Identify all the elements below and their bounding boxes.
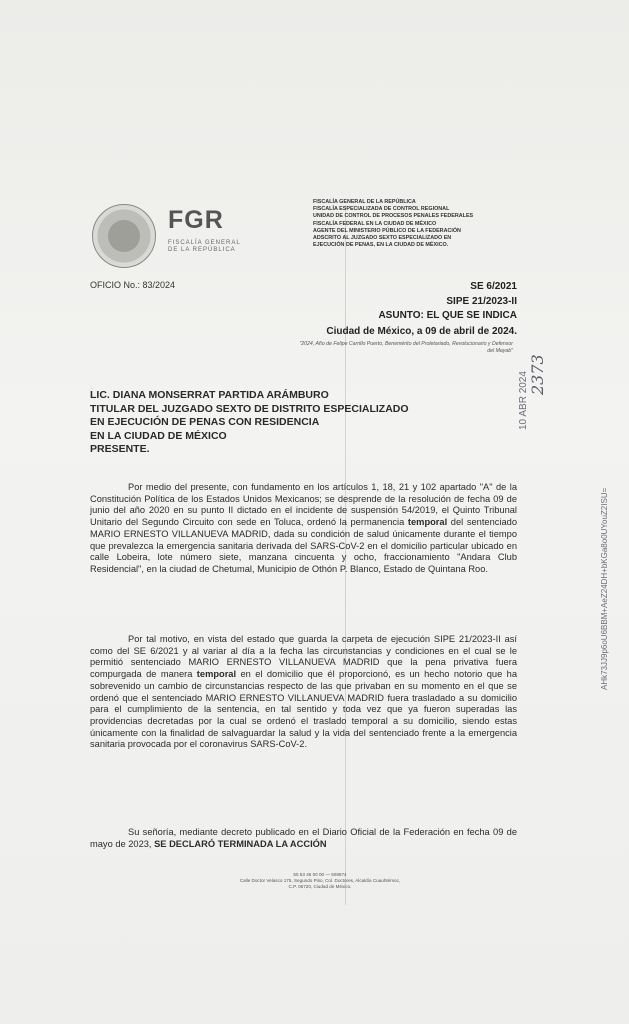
- mexico-seal-icon: [92, 204, 156, 268]
- sipe-reference: SIPE 21/2023-II: [446, 296, 517, 307]
- fgr-logo-subtitle: FISCALÍA GENERAL DE LA REPÚBLICA: [168, 240, 241, 253]
- addressee-title: EN LA CIUDAD DE MÉXICO: [90, 429, 227, 442]
- header-line: AGENTE DEL MINISTERIO PÚBLICO DE LA FEDERACIÓN: [313, 227, 461, 234]
- asunto: ASUNTO: EL QUE SE INDICA: [378, 310, 517, 321]
- paragraph-2: Por tal motivo, en vista del estado que guarda la carpeta de ejecución SIPE 21/2023-II así como del SE 6/2021 y al variar al día a la fecha las circunstancias y condiciones en el cual se le permitió sentenciado MARIO ERNESTO VILLANUEVA MADRID que la pena privativa fuera compurgada de manera temporal en el domicilio que él proporcionó, es un hecho notorio que ha sobrevenido un cambio de circunstancias respecto de las que privaban en su momento en el que se ordenó que el sentenciado MARIO ERNESTO VILLANUEVA MADRID fuera trasladado a su domicilio para el cumplimiento de la sentencia, en tal sentido y toda vez que ya fueron superadas las providencias decretadas por la cual se ordenó el traslado temporal a su domicilio, siendo estas únicamente con la finalidad de salvaguardar la salud y la vida del sentenciado frente a la emergencia sanitaria provocada por el coronavirus SARS-CoV-2.: [90, 634, 517, 750]
- header-line: ADSCRITO AL JUZGADO SEXTO ESPECIALIZADO EN: [313, 235, 452, 242]
- handwritten-annotation: 2373: [528, 354, 547, 395]
- addressee-name: LIC. DIANA MONSERRAT PARTIDA ARÁMBURO: [90, 389, 329, 401]
- header-line: FISCALÍA ESPECIALIZADA DE CONTROL REGIONAL: [313, 206, 450, 213]
- header-line: EJECUCIÓN DE PENAS, EN LA CIUDAD DE MÉXICO.: [313, 242, 449, 249]
- header-line: FISCALÍA GENERAL DE LA REPÚBLICA: [313, 199, 416, 205]
- year-motto: "2024, Año de Felipe Carrillo Puerto, Benemérito del Proletariado, Revolucionario y Defensor del Mayab": [299, 341, 513, 354]
- header-institution-block: [313, 199, 518, 249]
- addressee-presente: PRESENTE.: [90, 443, 150, 455]
- se-reference: SE 6/2021: [470, 281, 517, 292]
- paragraph-1: Por medio del presente, con fundamento en los artículos 1, 18, 21 y 102 apartado "A" de la Constitución Política de los Estados Unidos Mexicanos; se desprende de la resolución de fecha 09 de junio del año 2020 en su punto II dictado en el incidente de suspensión 54/2019, el Quinto Tribunal Unitario del Segundo Circuito con sede en Toluca, ordenó la permanencia temporal del sentenciado MARIO ERNESTO VILLANUEVA MADRID, dada su condición de salud únicamente durante el tiempo que prevalezca la emergencia sanitaria derivada del SARS-CoV-2 en el domicilio particular ubicado en calle Lobeira, lote número siete, manzana cincuenta y ocho, fraccionamiento "Andara Club Residencial", en la ciudad de Chetumal, Municipio de Othón P. Blanco, Estado de Quintana Roo.: [90, 482, 517, 574]
- header-line: FISCALÍA FEDERAL EN LA CIUDAD DE MÉXICO: [313, 220, 437, 227]
- place-date: Ciudad de México, a 09 de abril de 2024.: [326, 326, 517, 337]
- header-line: UNIDAD DE CONTROL DE PROCESOS PENALES FEDERALES: [313, 213, 474, 220]
- margin-digital-stamp: AHk73JJ9p6oU6BBM+AeZ24DH+bKGa8o0UYouZ2ISU=: [600, 487, 609, 690]
- received-date-stamp: 10 ABR 2024: [518, 371, 529, 430]
- footer-address: 55 53 46 00 00 — 508874 Calle Doctor Velasco 175, Segundo Piso, Col. Doctores, Alcaldía Cuauhtémoc, C.P. 06720, Ciudad de México.: [239, 872, 401, 889]
- paragraph-3: Su señoría, mediante decreto publicado en el Diario Oficial de la Federación en fecha 09 de mayo de 2023, SE DECLARÓ TERMINADA LA ACCIÓN: [90, 827, 517, 849]
- addressee-title: TITULAR DEL JUZGADO SEXTO DE DISTRITO ESPECIALIZADO: [90, 402, 409, 415]
- oficio-number: OFICIO No.: 83/2024: [90, 280, 176, 290]
- addressee-block: [90, 389, 470, 457]
- addressee-title: EN EJECUCIÓN DE PENAS CON RESIDENCIA: [90, 416, 320, 428]
- fgr-logo: FGR: [168, 206, 224, 234]
